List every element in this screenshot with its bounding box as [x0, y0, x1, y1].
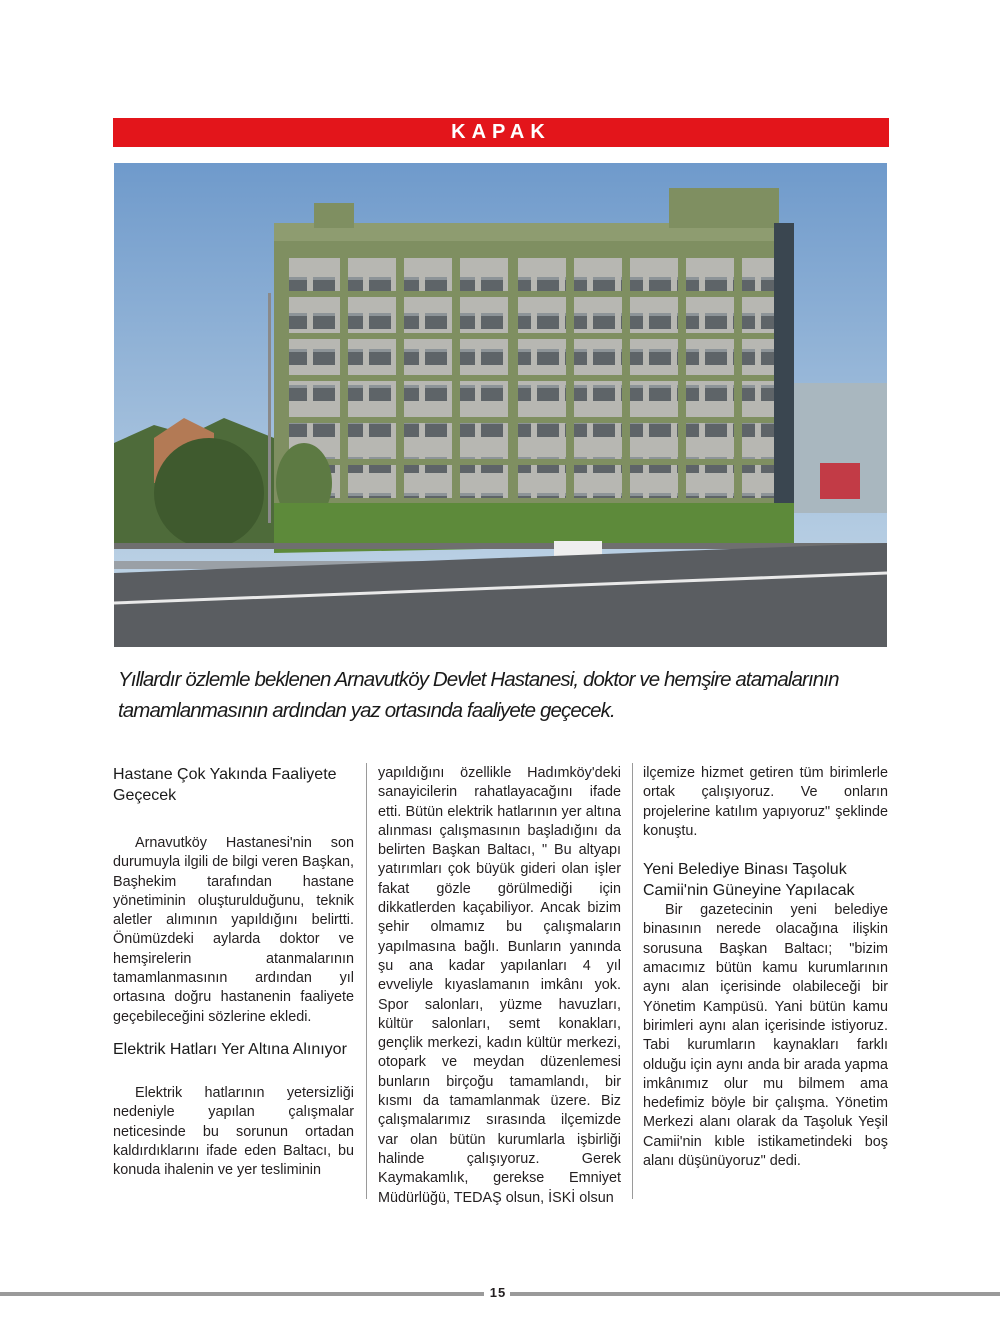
section-heading: Elektrik Hatları Yer Altına Alınıyor	[113, 1040, 347, 1058]
article-paragraph: yapıldığını özellikle Hadımköy'deki sanayicilerin rahatlayacağını ifade etti. Bütün elektrik hatlarının yer altına alınması çalışmasının başladığını da belirten Başkan Baltacı, " Bu altyapı yatırımları çok büyük gideri olan işler fakat gözle görülmediği için dikkatlerden kaçabiliyor. Ancak bizim şehir olmamız bu çalışmaların yapılmasına bağlı. Bunların yanında şu ana kadar yapılanları 4 yıl evveliyle kıyaslamanın imkânı yok. Spor salonları, yüzme havuzları, kültür salonları, semt konakları, gençlik merkezi, kadın kültür merkezi, otopark ve meydan düzenlemesi bunların birçoğu tamamlandı, bir kısmı da tamamlanmak üzere. Biz çalışmalarımız sırasında ilçemizde var olan bütün kurumlarla işbirliği halinde çalışıyoruz. Gerek Kaymakamlık, gerekse Emniyet Müdürlüğü, TEDAŞ olsun, İSKİ olsun	[378, 765, 621, 1206]
section-banner	[113, 118, 889, 147]
article-column-3	[643, 764, 888, 1171]
hospital-photo	[114, 163, 887, 647]
article-column-2	[378, 764, 621, 1208]
article-paragraph: Bir gazetecinin yeni belediye binasının nerede olacağına ilişkin sorusuna Başkan Baltacı; "bizim amacımız bütün kamu kurumlarının aynı alan içerisinde olabileceği bir Yönetim Kampüsü. Yani bütün kamu birimleri aynı alan içerisinde istiyoruz. Tabi kurumların kaynakları farklı olduğu için aynı anda bir arada yapma imkânımız olur mu bilmem ama hedefimiz böyle bir çalışma. Yönetim Merkezi alanı olarak da Taşoluk Yeşil Camii'nin kıble istikametindeki boş alanı düşünüyoruz" dedi.	[643, 902, 888, 1170]
article-column-1	[113, 764, 354, 1180]
article-paragraph: Arnavutköy Hastanesi'nin son durumuyla ilgili de bilgi veren Başkan, Başhekim tarafından hastane yönetiminin oluşturulduğunu, teknik aletler alımının yapıldığını belirtti. Önümüzdeki aylarda doktor ve hemşirelerin atanmalarının tamamlanmasının ardından yıl ortasına doğru hastanenin faaliyete geçebileceğini sözlerine ekledi.	[113, 835, 354, 1025]
photo-caption: Yıllardır özlemle beklenen Arnavutköy Devlet Hastanesi, doktor ve hemşire atamalarının tamamlanmasının ardından yaz ortasında faaliyete geçecek.	[118, 668, 839, 722]
section-heading: Yeni Belediye Binası Taşoluk Camii'nin Güneyine Yapılacak	[643, 861, 855, 900]
article-paragraph: ilçemize hizmet getiren tüm birimlerle ortak çalışıyoruz. Ve onların projelerine katılım yapıyoruz" şeklinde konuştu.	[643, 765, 888, 839]
column-divider	[632, 763, 633, 1199]
footer-rule	[510, 1292, 1000, 1296]
column-divider	[366, 763, 367, 1199]
page-number: 15	[489, 1285, 507, 1300]
section-title: KAPAK	[451, 121, 551, 143]
article-paragraph: Elektrik hatlarının yetersizliği nedeniyle yapılan çalışmalar neticesinde bu sorunun ortadan kaldırdıklarını ifade eden Baltacı, bu konuda ihalenin ve yer tesliminin	[113, 1084, 354, 1179]
footer-rule	[0, 1292, 484, 1296]
section-heading: Hastane Çok Yakında Faaliyete Geçecek	[113, 766, 337, 804]
